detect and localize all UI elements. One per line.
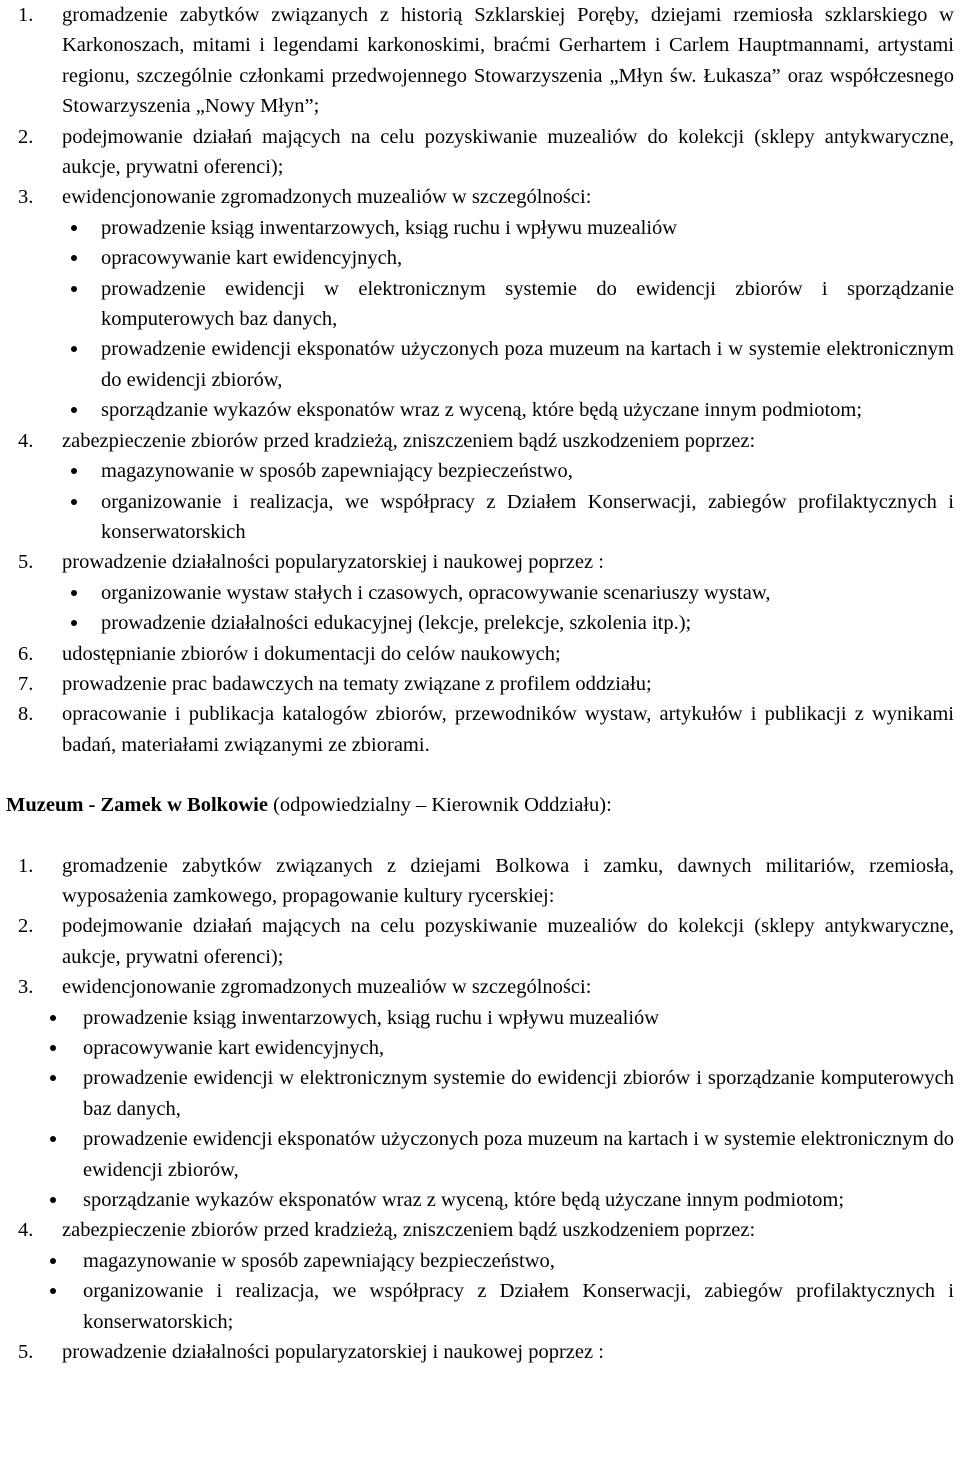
bullet-item-text: prowadzenie działalności edukacyjnej (lekcje, prelekcje, szkolenia itp.);	[101, 612, 692, 635]
list-item-number: 1.	[18, 854, 34, 877]
bullet-dot-icon	[71, 346, 77, 352]
list-item	[6, 911, 954, 972]
list-item-text: prowadzenie prac badawczych na tematy związane z profilem oddziału;	[62, 672, 652, 695]
bullet-item-text: magazynowanie w sposób zapewniający bezpieczeństwo,	[101, 460, 573, 483]
list-item	[6, 669, 954, 699]
bullet-dot-icon	[50, 1197, 56, 1203]
list-item-text: prowadzenie działalności popularyzatorskiej i naukowej poprzez :	[62, 551, 604, 574]
bullet-dot-icon	[71, 590, 77, 596]
list-item-number: 5.	[18, 1341, 34, 1364]
bullet-dot-icon	[71, 407, 77, 413]
bullet-item-text: organizowanie wystaw stałych i czasowych, opracowywanie scenariuszy wystaw,	[101, 581, 771, 604]
bullet-dot-icon	[50, 1136, 56, 1142]
bullet-dot-icon	[50, 1015, 56, 1021]
duties-list-bolkow	[6, 851, 954, 1368]
bullet-item	[6, 1063, 954, 1124]
bullet-item	[6, 456, 954, 486]
bullet-item	[6, 608, 954, 638]
section-heading	[6, 760, 954, 850]
section-heading-title: Muzeum - Zamek w Bolkowie	[6, 794, 268, 817]
list-item-text: udostępnianie zbiorów i dokumentacji do celów naukowych;	[62, 642, 561, 665]
bullet-item-text: prowadzenie ksiąg inwentarzowych, ksiąg ruchu i wpływu muzealiów	[101, 216, 678, 239]
bullet-item	[6, 1185, 954, 1215]
list-item	[6, 122, 954, 183]
bullet-list	[62, 578, 954, 639]
bullet-item-text: prowadzenie ewidencji eksponatów użyczonych poza muzeum na kartach i w systemie elektronicznym do ewidencji zbiorów,	[83, 1128, 954, 1181]
list-item-text: zabezpieczenie zbiorów przed kradzieżą, zniszczeniem bądź uszkodzeniem poprzez:	[62, 1219, 756, 1242]
list-item-number: 3.	[18, 976, 34, 999]
list-item-number: 4.	[18, 429, 34, 452]
list-item-number: 2.	[18, 915, 34, 938]
list-item-number: 7.	[18, 672, 34, 695]
list-item	[6, 0, 954, 122]
bullet-list	[62, 213, 954, 426]
list-item	[6, 639, 954, 669]
bullet-item	[6, 213, 954, 243]
list-item	[6, 547, 954, 638]
bullet-item-text: prowadzenie ewidencji eksponatów użyczonych poza muzeum na kartach i w systemie elektronicznym do ewidencji zbiorów,	[101, 338, 954, 391]
list-item-number: 3.	[18, 186, 34, 209]
list-item-number: 6.	[18, 642, 34, 665]
bullet-item-text: organizowanie i realizacja, we współpracy z Działem Konserwacji, zabiegów profilaktycznych i konserwatorskich	[101, 490, 954, 543]
bullet-item	[6, 274, 954, 335]
bullet-item	[6, 395, 954, 425]
bullet-item	[6, 1246, 954, 1276]
list-item	[6, 972, 954, 1215]
bullet-item-text: organizowanie i realizacja, we współpracy z Działem Konserwacji, zabiegów profilaktycznych i konserwatorskich;	[83, 1280, 954, 1333]
bullet-item	[6, 334, 954, 395]
list-item-number: 5.	[18, 551, 34, 574]
bullet-dot-icon	[50, 1288, 56, 1294]
bullet-item-text: magazynowanie w sposób zapewniający bezpieczeństwo,	[83, 1249, 555, 1272]
list-item-number: 2.	[18, 125, 34, 148]
bullet-dot-icon	[50, 1075, 56, 1081]
bullet-item	[6, 578, 954, 608]
bullet-dot-icon	[71, 499, 77, 505]
bullet-list	[62, 1246, 954, 1337]
bullet-item-text: prowadzenie ewidencji w elektronicznym systemie do ewidencji zbiorów i sporządzanie komputerowych baz danych,	[83, 1067, 954, 1120]
list-item-text: podejmowanie działań mających na celu pozyskiwanie muzealiów do kolekcji (sklepy antykwaryczne, aukcje, prywatni oferenci);	[62, 915, 954, 968]
list-item-text: gromadzenie zabytków związanych z dziejami Bolkowa i zamku, dawnych militariów, rzemiosła, wyposażenia zamkowego, propagowanie kultury rycerskiej:	[62, 854, 954, 907]
bullet-item	[6, 487, 954, 548]
list-item-text: zabezpieczenie zbiorów przed kradzieżą, zniszczeniem bądź uszkodzeniem poprzez:	[62, 429, 756, 452]
bullet-dot-icon	[71, 255, 77, 261]
bullet-dot-icon	[50, 1258, 56, 1264]
bullet-item	[6, 1003, 954, 1033]
list-item-text: ewidencjonowanie zgromadzonych muzealiów w szczególności:	[62, 976, 592, 999]
bullet-dot-icon	[71, 468, 77, 474]
list-item	[6, 1215, 954, 1337]
bullet-dot-icon	[71, 620, 77, 626]
list-item-text: podejmowanie działań mających na celu pozyskiwanie muzealiów do kolekcji (sklepy antykwaryczne, aukcje, prywatni oferenci);	[62, 125, 954, 179]
bullet-list	[62, 456, 954, 547]
list-item-text: prowadzenie działalności popularyzatorskiej i naukowej poprzez :	[62, 1341, 604, 1364]
bullet-dot-icon	[71, 286, 77, 292]
bullet-item	[6, 1033, 954, 1063]
bullet-item-text: prowadzenie ksiąg inwentarzowych, ksiąg ruchu i wpływu muzealiów	[83, 1006, 660, 1029]
list-item-text: gromadzenie zabytków związanych z historią Szklarskiej Poręby, dziejami rzemiosła szklarskiego w Karkonoszach, mitami i legendami karkonoskimi, braćmi Gerhartem i Carlem Hauptmannami, artystami regionu, szczególnie członkami przedwojennego Stowarzyszenia „Młyn św. Łukasza” oraz współczesnego Stowarzyszenia „Nowy Młyn”;	[62, 4, 954, 118]
bullet-item-text: sporządzanie wykazów eksponatów wraz z wyceną, które będą użyczane innym podmiotom;	[83, 1189, 845, 1212]
list-item-text: ewidencjonowanie zgromadzonych muzealiów w szczególności:	[62, 186, 592, 209]
bullet-item	[6, 1276, 954, 1337]
list-item	[6, 426, 954, 548]
list-item-text: opracowanie i publikacja katalogów zbiorów, przewodników wystaw, artykułów i publikacji z wynikami badań, materiałami związanymi ze zbiorami.	[62, 703, 954, 756]
section-heading-note: (odpowiedzialny – Kierownik Oddziału):	[267, 794, 612, 817]
list-item	[6, 851, 954, 912]
list-item-number: 8.	[18, 703, 34, 726]
bullet-item-text: opracowywanie kart ewidencyjnych,	[101, 247, 403, 270]
bullet-list	[62, 1003, 954, 1216]
list-item-number: 4.	[18, 1219, 34, 1242]
bullet-item-text: sporządzanie wykazów eksponatów wraz z wyceną, które będą użyczane innym podmiotom;	[101, 399, 863, 422]
list-item	[6, 699, 954, 760]
bullet-item-text: opracowywanie kart ewidencyjnych,	[83, 1037, 385, 1059]
list-item	[6, 182, 954, 425]
bullet-item	[6, 243, 954, 273]
bullet-dot-icon	[71, 225, 77, 231]
list-item-number: 1.	[18, 4, 34, 26]
bullet-item-text: prowadzenie ewidencji w elektronicznym systemie do ewidencji zbiorów i sporządzanie komputerowych baz danych,	[101, 277, 954, 331]
bullet-dot-icon	[50, 1045, 56, 1051]
list-item	[6, 1337, 954, 1367]
duties-list-szklarska-poreba	[6, 0, 954, 760]
bullet-item	[6, 1124, 954, 1185]
